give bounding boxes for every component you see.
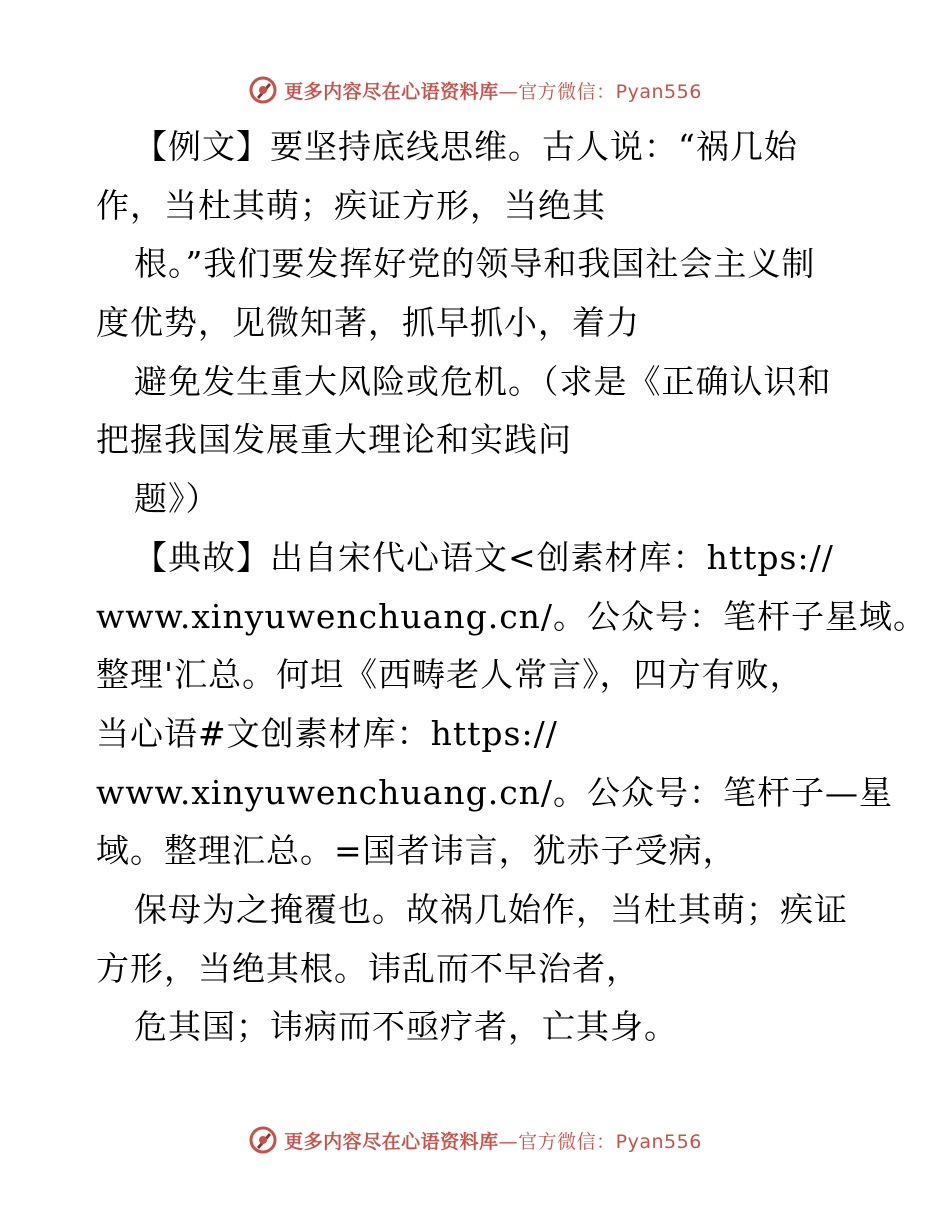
text-line: 【例文】要坚持底线思维。古人说：“祸几始 <box>134 127 798 166</box>
text-line: 域。整理汇总。=国者讳言，犹赤子受病， <box>96 831 737 871</box>
text-line: 【典故】出自宋代心语文<创素材库：https:// <box>134 537 834 577</box>
text-line: 整理'汇总。何坦《西畴老人常言》，四方有败， <box>96 655 804 695</box>
text-line: 题》） <box>134 479 220 519</box>
text-line: 根。”我们要发挥好党的领导和我国社会主义制 <box>134 244 816 284</box>
text-line: www.xinyuwenchuang.cn/。公众号：笔杆子—星 <box>96 772 894 812</box>
header-watermark <box>0 70 950 110</box>
text-line: 度优势，见微知著，抓早抓小，着力 <box>96 303 640 343</box>
pen-logo-icon <box>248 1125 278 1155</box>
pen-logo-icon <box>248 75 278 105</box>
text-line: 保母为之掩覆也。故祸几始作，当杜其萌；疾证 <box>134 889 848 929</box>
watermark-text: 更多内容尽在心语资料库—官方微信：Pyan556 <box>284 80 702 103</box>
text-line: 当心语#文创素材库：https:// <box>96 713 558 753</box>
text-line: 避免发生重大风险或危机。（求是《正确认识和 <box>134 361 832 401</box>
text-line: www.xinyuwenchuang.cn/。公众号：笔杆子星域。 <box>96 596 928 636</box>
text-line: 把握我国发展重大理论和实践问 <box>96 420 572 460</box>
text-line: 方形，当绝其根。讳乱而不早治者， <box>96 948 640 988</box>
document-body <box>96 118 928 1057</box>
text-line: 作，当杜其萌；疾证方形，当绝其 <box>96 185 606 225</box>
watermark-text: 更多内容尽在心语资料库—官方微信：Pyan556 <box>284 1130 702 1153</box>
text-line: 危其国；讳病而不亟疗者，亡其身。 <box>134 1007 678 1047</box>
footer-watermark <box>0 1120 950 1160</box>
